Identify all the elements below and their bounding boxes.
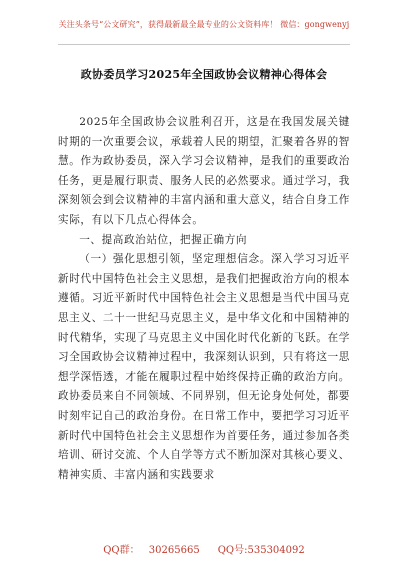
intro-paragraph: 2025年全国政协会议胜利召开，这是在我国发展关键时期的一次重要会议，承载着人民的期望，汇聚着各界的智慧。作为政协委员，深入学习会议精神，是我们的重要政治任务，更是履行职责、服务人民的必然要求。通过学习，我深刻领会到会议精神的丰富内涵和重大意义，结合自身工作实际，有以下几点心得体会。 (58, 116, 350, 226)
section-heading: 一、提高政治站位，把握正确方向 (79, 233, 248, 246)
footer-contact (0, 541, 408, 556)
qq-group-text: QQ群： 30265665 (103, 545, 200, 556)
body-paragraph: （一）强化思想引领，坚定理想信念。深入学习习近平新时代中国特色社会主义思想，是我们把握政治方向的根本遵循。习近平新时代中国特色社会主义思想是当代中国马克思主义、二十一世纪马克思主义，是中华文化和中国精神的时代精华，实现了马克思主义中国化时代化新的飞跃。在学习全国政协会议精神过程中，我深刻认识到，只有将这一思想学深悟透，才能在履职过程中始终保持正确的政治方向。政协委员来自不同领域、不同界别，但无论身处何处，都要时刻牢记自己的政治身份。在日常工作中，要把学习习近平新时代中国特色社会主义思想作为首要任务，通过参加各类培训、研讨交流、个人自学等方式不断加深对其核心要义、精神实质、丰富内涵和实践要求 (58, 253, 350, 481)
header-promo-note: 关注头条号“公文研究”，获得最新最全最专业的公文资料库！ 微信：gongwenyj (58, 20, 350, 29)
qq-number-text: QQ号:535304092 (217, 545, 305, 556)
document-title: 政协委员学习2025年全国政协会议精神心得体会 (80, 68, 328, 81)
document-body (58, 113, 350, 485)
header-divider (58, 44, 350, 45)
